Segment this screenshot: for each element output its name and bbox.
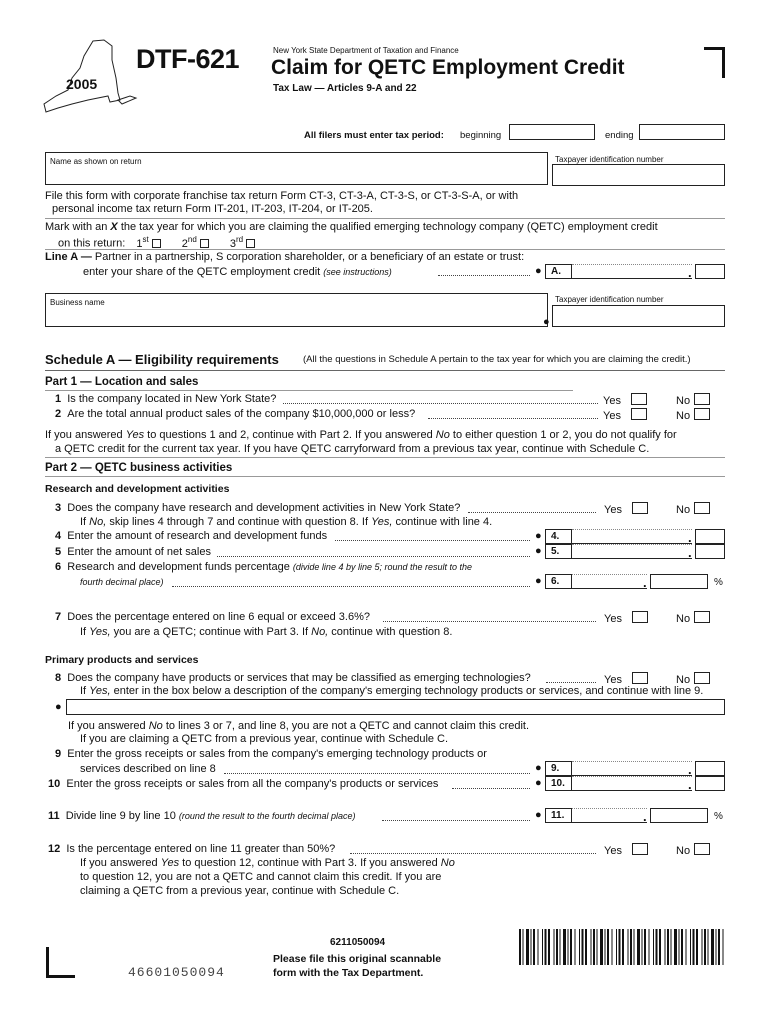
mark-instruction-2: on this return: 1st 2nd 3rd <box>58 235 255 250</box>
file-instruction-2: personal income tax return Form IT-201, IT-203, IT-204, or IT-205. <box>52 203 373 215</box>
question-2: 2 Are the total annual product sales of the company $10,000,000 or less? <box>55 408 416 420</box>
line-5-box-label: 5. <box>545 544 572 559</box>
bullet-icon: ● <box>55 701 62 713</box>
bullet-icon: ● <box>535 809 542 821</box>
beginning-date-field[interactable] <box>509 124 595 140</box>
line-6-whole-field[interactable] <box>572 574 647 589</box>
part-1-note-2: a QETC credit for the current tax year. If you have QETC carryforward from a previous tax year, continue with Schedule C. <box>55 443 650 455</box>
ending-date-field[interactable] <box>639 124 725 140</box>
q3-no-checkbox[interactable] <box>694 502 710 514</box>
line-a-text-1: Line A — Partner in a partnership, S corporation shareholder, or a beneficiary of an estate or trust: <box>45 251 525 263</box>
corner-mark-top-right <box>704 47 725 78</box>
bullet-icon: ● <box>535 265 542 277</box>
line-11-text: 11 Divide line 9 by line 10 (round the result to the fourth decimal place) <box>48 810 356 822</box>
line-a-text-2: enter your share of the QETC employment credit (see instructions) <box>83 266 392 278</box>
line-5-text: 5 Enter the amount of net sales <box>55 546 211 558</box>
line-6-box-label: 6. <box>545 574 572 589</box>
footer-note-1: Please file this original scannable <box>273 953 442 965</box>
emerging-tech-description-field[interactable] <box>66 699 725 715</box>
line-10-amount-field[interactable] <box>572 776 692 791</box>
q12-no-checkbox[interactable] <box>694 843 710 855</box>
schedule-a-title: Schedule A — Eligibility requirements <box>45 352 279 367</box>
business-tin-field[interactable] <box>552 305 725 327</box>
second-year-checkbox[interactable] <box>200 239 209 248</box>
tin-field[interactable] <box>552 164 725 186</box>
bullet-icon: ● <box>535 545 542 557</box>
q8-yes-checkbox[interactable] <box>632 672 648 684</box>
q1-yes-checkbox[interactable] <box>631 393 647 405</box>
business-tin-label: Taxpayer identification number <box>555 295 664 304</box>
line-5-cents-field[interactable] <box>695 544 725 559</box>
q2-no: No <box>676 408 710 422</box>
question-1: 1 Is the company located in New York State? <box>55 393 277 405</box>
line-9-text-2: services described on line 8 <box>80 763 216 775</box>
form-subtitle: Tax Law — Articles 9-A and 22 <box>273 83 417 94</box>
part-2-title: Part 2 — QETC business activities <box>45 462 233 474</box>
line-10-cents-field[interactable] <box>695 776 725 791</box>
name-on-return-label: Name as shown on return <box>50 157 142 166</box>
form-id: DTF-621 <box>136 44 240 74</box>
first-year-checkbox[interactable] <box>152 239 161 248</box>
line-a-amount-field[interactable] <box>572 264 692 279</box>
line-11-whole-field[interactable] <box>572 808 647 823</box>
line-6-decimal-field[interactable] <box>650 574 708 589</box>
corner-mark-bottom-left <box>46 947 75 978</box>
question-12-sub-2: to question 12, you are not a QETC and cannot claim this credit. If you are <box>80 871 442 883</box>
schedule-a-note: (All the questions in Schedule A pertain to the tax year for which you are claiming the credit.) <box>303 354 691 365</box>
primary-products-title: Primary products and services <box>45 654 199 666</box>
bullet-icon: ● <box>535 575 542 587</box>
tax-year: 2005 <box>66 76 98 92</box>
q7-no-checkbox[interactable] <box>694 611 710 623</box>
rd-section-title: Research and development activities <box>45 483 230 495</box>
q1-no: No <box>676 393 710 407</box>
question-12-sub-3: claiming a QETC from a previous year, continue with Schedule C. <box>80 885 400 897</box>
question-7-sub: If Yes, you are a QETC; continue with Part 3. If No, continue with question 8. <box>80 626 453 638</box>
q1-yes: Yes <box>603 393 647 407</box>
line-4-box-label: 4. <box>545 529 572 544</box>
line-5-amount-field[interactable] <box>572 544 692 559</box>
ending-label: ending <box>605 130 634 141</box>
tax-period-label: All filers must enter tax period: <box>304 130 444 141</box>
q8-no-checkbox[interactable] <box>694 672 710 684</box>
mark-instruction-1: Mark with an X the tax year for which you are claiming the qualified emerging technology company (QETC) employment credit <box>45 221 658 233</box>
barcode-icon <box>519 929 724 965</box>
line-9-amount-field[interactable] <box>572 761 692 776</box>
form-title: Claim for QETC Employment Credit <box>271 56 625 79</box>
q12-yes-checkbox[interactable] <box>632 843 648 855</box>
line-11-percent: % <box>714 811 723 822</box>
q2-yes-checkbox[interactable] <box>631 408 647 420</box>
question-3-sub: If No, skip lines 4 through 7 and continue with question 8. If Yes, continue with line 4. <box>80 516 493 528</box>
question-3: 3 Does the company have research and development activities in New York State? <box>55 502 461 514</box>
q12-no: No <box>676 843 710 857</box>
q8-yes: Yes <box>604 672 648 686</box>
question-8: 8 Does the company have products or services that may be classified as emerging technologies? <box>55 672 531 684</box>
q7-yes: Yes <box>604 611 648 625</box>
bullet-icon: ● <box>535 762 542 774</box>
line-4-text: 4 Enter the amount of research and development funds <box>55 530 328 542</box>
question-8-sub: If Yes, enter in the box below a description of the company's emerging technology products or services, and continue with line 9. <box>80 685 704 697</box>
serial-number: 46601050094 <box>128 965 225 980</box>
business-name-label: Business name <box>50 298 105 307</box>
part-1-note-1: If you answered Yes to questions 1 and 2, continue with Part 2. If you answered No to either question 1 or 2, you do not qualify for <box>45 429 677 441</box>
footer-note-2: form with the Tax Department. <box>273 967 424 979</box>
line-9-box-label: 9. <box>545 761 572 776</box>
line-9-cents-field[interactable] <box>695 761 725 776</box>
line-11-decimal-field[interactable] <box>650 808 708 823</box>
q8-no: No <box>676 672 710 686</box>
q7-no: No <box>676 611 710 625</box>
form-code: 6211050094 <box>330 937 386 948</box>
tin-label: Taxpayer identification number <box>555 155 664 164</box>
bullet-icon: ● <box>535 777 542 789</box>
question-12: 12 Is the percentage entered on line 11 greater than 50%? <box>48 843 336 855</box>
question-8-note-1: If you answered No to lines 3 or 7, and line 8, you are not a QETC and cannot claim this credit. <box>68 720 530 732</box>
line-10-text: 10 Enter the gross receipts or sales from all the company's products or services <box>48 778 439 790</box>
line-11-box-label: 11. <box>545 808 572 823</box>
line-9-text: 9 Enter the gross receipts or sales from the company's emerging technology products or <box>55 748 487 760</box>
line-a-cents-field[interactable] <box>695 264 725 279</box>
q2-yes: Yes <box>603 408 647 422</box>
q1-no-checkbox[interactable] <box>694 393 710 405</box>
line-4-amount-field[interactable] <box>572 529 692 544</box>
line-6-percent: % <box>714 577 723 588</box>
q2-no-checkbox[interactable] <box>694 408 710 420</box>
question-7: 7 Does the percentage entered on line 6 equal or exceed 3.6%? <box>55 611 370 623</box>
business-name-field[interactable] <box>45 293 548 327</box>
agency-name: New York State Department of Taxation and Finance <box>273 46 459 55</box>
line-10-box-label: 10. <box>545 776 572 791</box>
q3-no: No <box>676 502 710 516</box>
q7-yes-checkbox[interactable] <box>632 611 648 623</box>
q3-yes: Yes <box>604 502 648 516</box>
q12-yes: Yes <box>604 843 648 857</box>
question-8-note-2: If you are claiming a QETC from a previous year, continue with Schedule C. <box>80 733 449 745</box>
q3-yes-checkbox[interactable] <box>632 502 648 514</box>
beginning-label: beginning <box>460 130 502 141</box>
line-a-box-label: A. <box>545 264 572 279</box>
question-12-sub-1: If you answered Yes to question 12, continue with Part 3. If you answered No <box>80 857 455 869</box>
part-1-title: Part 1 — Location and sales <box>45 376 199 388</box>
line-6-text: 6 Research and development funds percentage (divide line 4 by line 5; round the result to the <box>55 561 473 573</box>
line-6-text-2: fourth decimal place) <box>80 577 164 587</box>
third-year-checkbox[interactable] <box>246 239 255 248</box>
file-instruction-1: File this form with corporate franchise tax return Form CT-3, CT-3-A, CT-3-S, or CT-3-S-A, or with <box>45 190 519 202</box>
bullet-icon: ● <box>535 530 542 542</box>
bullet-icon: ● <box>543 316 550 328</box>
line-4-cents-field[interactable] <box>695 529 725 544</box>
